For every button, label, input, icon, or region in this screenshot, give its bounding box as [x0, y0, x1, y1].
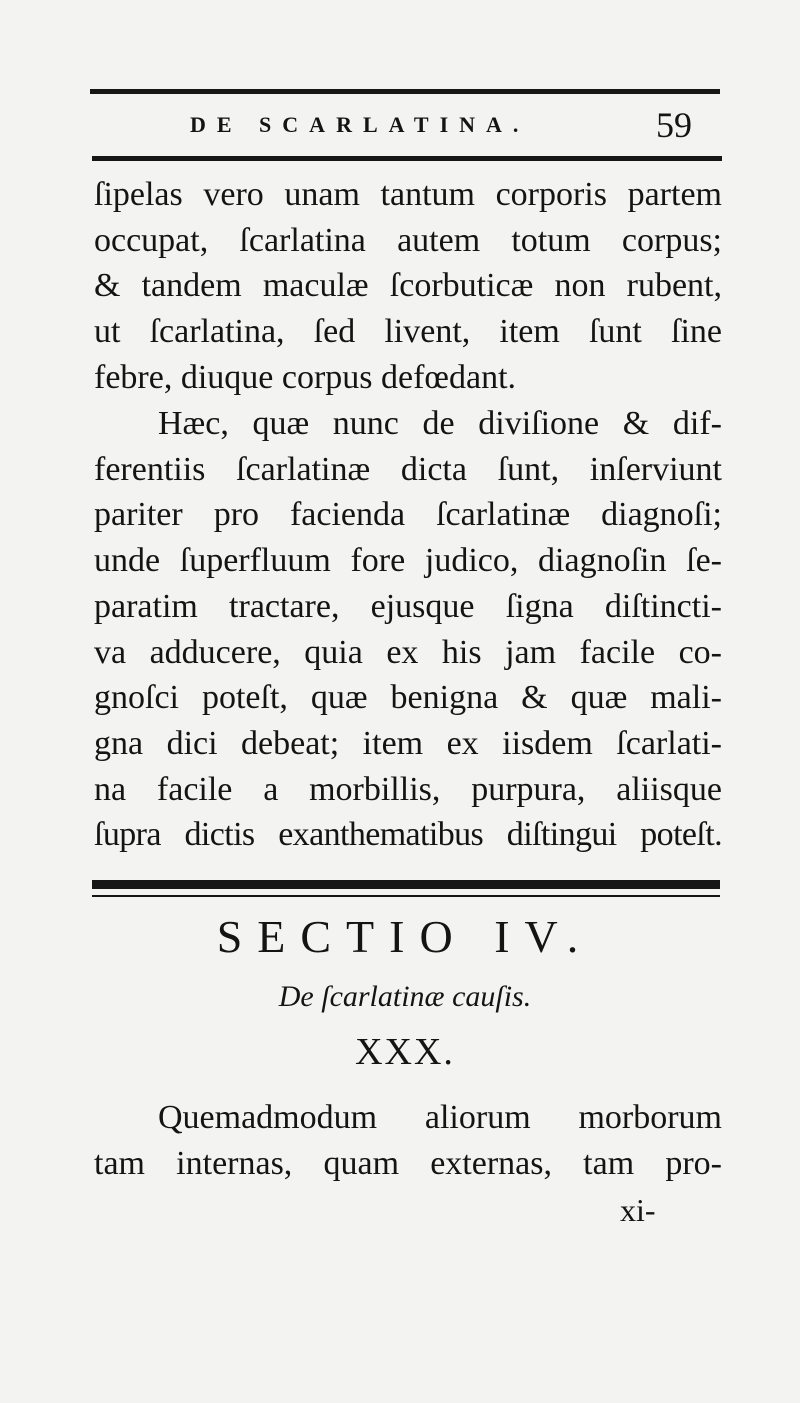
- section-rule-thick: [92, 880, 720, 889]
- paragraph-continued: [94, 172, 722, 401]
- running-header: [90, 104, 720, 148]
- text-line: ſupra dictis exanthematibus diſtingui poteſt.: [94, 816, 722, 854]
- paragraph-main: [94, 401, 722, 858]
- text-line: paratim tractare, ejusque ſigna diſtincti-: [94, 587, 722, 625]
- text-line: ut ſcarlatina, ſed livent, item ſunt ſine: [94, 313, 722, 351]
- text-line: gna dici debeat; item ex iisdem ſcarlati-: [94, 724, 722, 762]
- text-line: ferentiis ſcarlatinæ dicta ſunt, inſerviunt: [94, 450, 722, 488]
- text-line: febre, diuque corpus defœdant.: [94, 358, 517, 396]
- text-line: Quemadmodum aliorum morborum: [158, 1099, 722, 1136]
- text-line: unde ſuperfluum fore judico, diagnoſin ſe-: [94, 542, 722, 580]
- catchword: xi-: [620, 1192, 656, 1228]
- text-line: tam internas, quam externas, tam pro-: [94, 1144, 722, 1182]
- section-heading: SECTIO IV.: [216, 911, 594, 962]
- section-number: XXX.: [355, 1031, 455, 1073]
- text-line: na facile a morbillis, purpura, aliisque: [94, 770, 722, 808]
- running-title: DE SCARLATINA.: [190, 112, 530, 137]
- section-subtitle: De ſcarlatinæ cauſis.: [278, 980, 532, 1013]
- text-line: ſipelas vero unam tantum corporis partem: [94, 176, 722, 213]
- header-bottom-rule: [92, 156, 722, 161]
- text-line: va adducere, quia ex his jam facile co-: [94, 633, 722, 671]
- section-rule-thin: [92, 895, 720, 897]
- paragraph-new: [94, 1095, 722, 1186]
- page-number: 59: [656, 105, 692, 145]
- text-line: pariter pro facienda ſcarlatinæ diagnoſi;: [94, 496, 722, 534]
- header-top-rule: [90, 89, 720, 94]
- text-line: Hæc, quæ nunc de diviſione & dif-: [158, 405, 722, 442]
- text-line: & tandem maculæ ſcorbuticæ non rubent,: [94, 267, 722, 305]
- text-line: gnoſci poteſt, quæ benigna & quæ mali-: [94, 679, 722, 717]
- text-line: occupat, ſcarlatina autem totum corpus;: [94, 221, 722, 259]
